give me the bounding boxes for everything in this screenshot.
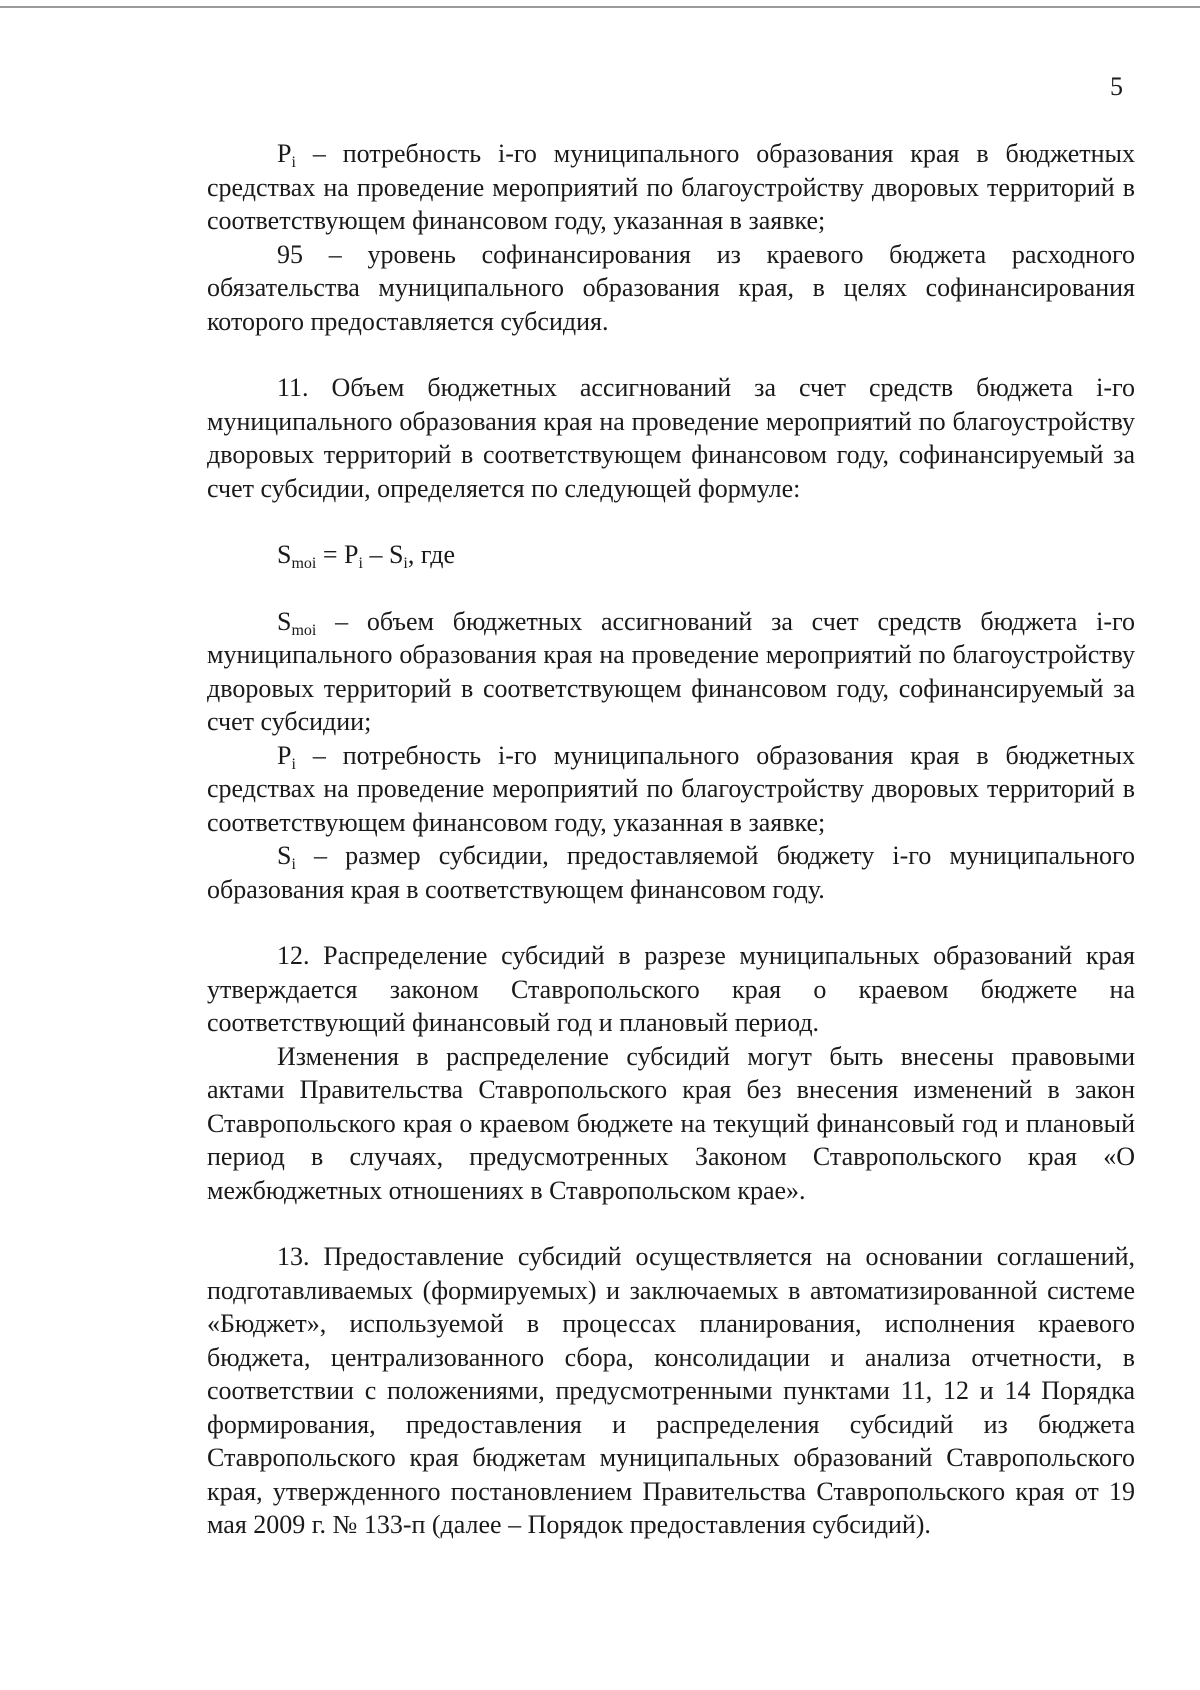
- var-si: S: [277, 841, 292, 870]
- paragraph-13: [207, 1240, 1135, 1542]
- definition-smoi-text: – объем бюджетных ассигнований за счет средств бюджета i-го муниципального образования края на проведение мероприятий по благоустройству дворовых территорий в соответствующем финансовом году, софинансируемый за счет субсидии;: [207, 606, 1135, 736]
- definition-p-second-text: – потребность i-го муниципального образования края в бюджетных средствах на проведение мероприятий по благоустройству дворовых территорий в соответствующем финансовом году, указанная в заявке;: [207, 740, 1135, 837]
- var-p-subscript: i: [291, 154, 296, 171]
- formula-p-subscript: i: [358, 555, 363, 572]
- definition-95: 95 – уровень софинансирования из краевого бюджета расходного обязательства муниципального образования края, в целях софинансирования которого предоставляется субсидия.: [207, 239, 1135, 336]
- formula-tail: , где: [407, 540, 455, 569]
- paragraph-13-number: 13.: [277, 1242, 310, 1271]
- paragraph-11-text: Объем бюджетных ассигнований за счет средств бюджета i-го муниципального образования края на проведение мероприятий по благоустройству дворовых территорий в соответствующем финансовом году, софинансируемый за счет субсидии, определяется по следующей формуле:: [207, 373, 1135, 503]
- var-p: P: [277, 139, 292, 168]
- paragraph-13-text: Предоставление субсидий осуществляется на основании соглашений, подготавливаемых (формируемых) и заключаемых в автоматизированной системе «Бюджет», используемой в процессах планирования, исполнения краевого бюджета, централизованного сбора, консолидации и анализа отчетности, в соответствии с положениями, предусмотренными пунктами 11, 12 и 14 Порядка формирования, предоставления и распределения субсидий из бюджета Ставропольского края бюджетам муниципальных образований Ставропольского края, утвержденного постановлением Правительства Ставропольского края от 19 мая 2009 г. № 133-п (далее – Порядок предоставления субсидий).: [207, 1242, 1135, 1539]
- paragraph-11-number: 11.: [277, 373, 309, 402]
- paragraph-12: [207, 939, 1135, 1040]
- formula: [207, 538, 1135, 572]
- var-p-second: P: [277, 740, 292, 770]
- formula-s-subscript: i: [403, 555, 408, 572]
- var-si-subscript: i: [291, 856, 296, 873]
- var-p-second-subscript: i: [291, 755, 296, 773]
- definition-smoi: [207, 605, 1135, 739]
- paragraph-12-changes: Изменения в распределение субсидий могут быть внесены правовыми актами Правительства Ставропольского края без внесения изменений в закон Ставропольского края о краевом бюджете на текущий финансовый год и плановый период в случаях, предусмотренных Законом Ставропольского края «О межбюджетных отношениях в Ставропольском крае».: [207, 1041, 1135, 1205]
- paragraph-12-number: 12.: [277, 941, 310, 970]
- var-smoi: S: [277, 606, 292, 636]
- formula-equals: = P: [316, 540, 359, 569]
- scan-top-edge: [0, 6, 1200, 8]
- definition-si-text: – размер субсидии, предоставляемой бюджету i-го муниципального образования края в соответствующем финансовом году.: [207, 841, 1135, 904]
- formula-minus: – S: [362, 540, 404, 569]
- page-number: 5: [1110, 72, 1123, 101]
- definition-p-text: – потребность i-го муниципального образования края в бюджетных средствах на проведение мероприятий по благоустройству дворовых территорий в соответствующем финансовом году, указанная в заявке;: [207, 139, 1135, 235]
- document-body: [207, 137, 1135, 1542]
- formula-lhs-subscript: moi: [291, 555, 317, 572]
- definition-p-second: [207, 739, 1135, 840]
- definition-si: [207, 839, 1135, 906]
- paragraph-11: [207, 371, 1135, 505]
- paragraph-12-text: Распределение субсидий в разрезе муниципальных образований края утверждается законом Ставропольского края о краевом бюджете на соответствующий финансовый год и плановый период.: [207, 941, 1135, 1037]
- formula-lhs: S: [277, 540, 292, 569]
- definition-p: [207, 137, 1135, 238]
- var-smoi-subscript: moi: [291, 621, 317, 639]
